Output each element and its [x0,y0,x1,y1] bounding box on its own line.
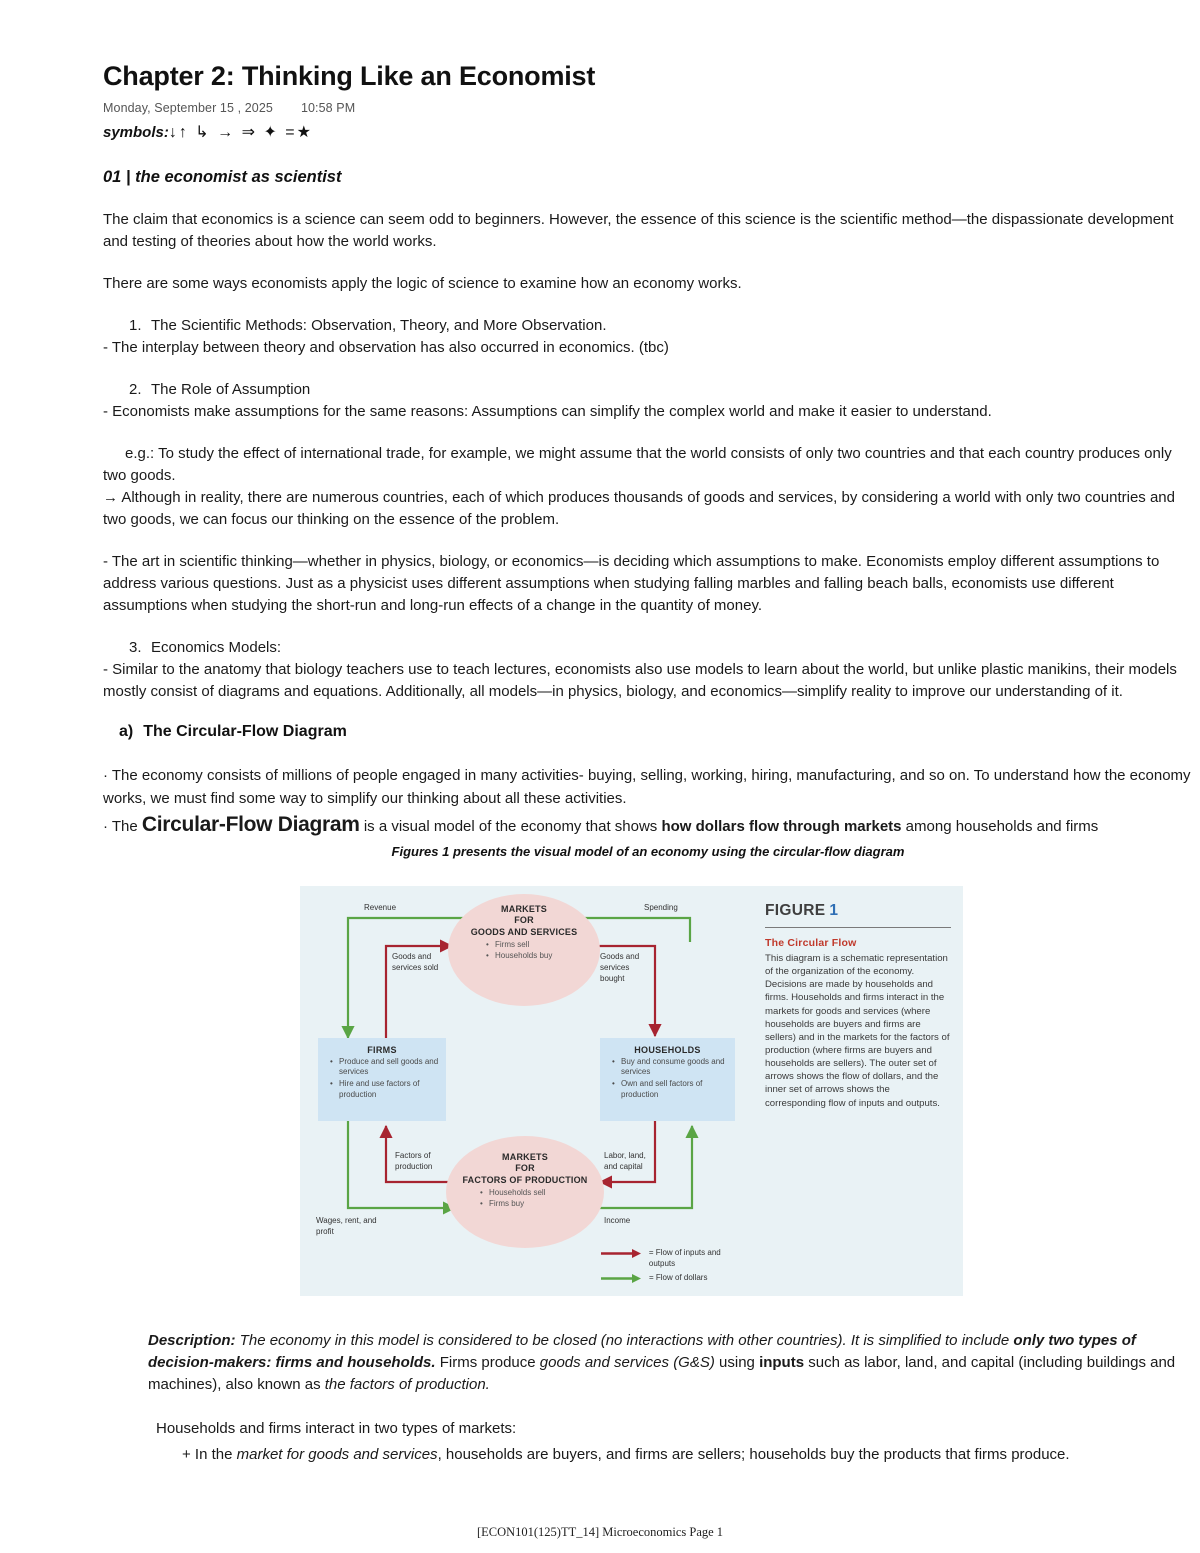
figure-number: 1 [829,902,839,919]
note-assumptions-simplify: - Economists make assumptions for the same reasons: Assumptions can simplify the complex world and make it easier to understand. [103,402,992,420]
label-goods-services-bought: Goods and services bought [600,952,640,983]
figure-label-text: FIGURE [765,902,826,919]
legend-label: = Flow of dollars [649,1273,708,1282]
node-bullets [448,940,600,962]
example-international-trade [103,443,1193,487]
paragraph-science-claim: The claim that economics is a science can seem odd to beginners. However, the essence of this science is the scientific method—the dispassionate development and testing of theories about how the world works. [103,210,1174,250]
node-bullet: • Buy and consume goods and services [612,1057,729,1078]
node-markets-goods-services [448,894,600,1006]
description-text-2: Firms produce [435,1354,540,1372]
description-italic-2: the factors of production. [324,1376,490,1394]
list-number: 2. [129,380,142,398]
node-bullets [318,1057,446,1100]
description-italic-1: goods and services (G&S) [539,1354,715,1372]
description-text-4: such as labor, land, and capital (including buildings and machines), also known as [148,1354,1176,1394]
node-households [600,1038,735,1121]
figure-label [765,902,951,920]
node-bullet: • Own and sell factors of production [612,1079,729,1100]
node-bullets [600,1057,735,1100]
list-number: 1. [129,316,142,334]
plus-suffix: , households are buyers, and firms are sellers; households buy the products that firms produce. [437,1446,1070,1464]
node-title-line2: FOR [515,1163,535,1174]
list-label: Economics Models: [151,639,282,657]
symbols-legend [103,122,1193,142]
subsection-heading-circular-flow [103,723,1193,741]
list-label: The Role of Assumption [151,380,311,398]
node-title-line1: MARKETS [502,1152,548,1162]
subsection-label: The Circular-Flow Diagram [143,723,347,741]
section-heading-01: 01 | the economist as scientist [103,167,342,186]
note-interplay: - The interplay between theory and observation has also occurred in economics. (tbc) [103,338,669,356]
node-title-line3: GOODS AND SERVICES [470,926,578,937]
document-timestamp [103,101,1193,115]
label-wages-rent-profit: Wages, rent, and profit [316,1216,377,1236]
list-item-economics-models [103,637,1193,659]
legend-row-inputs-outputs [599,1248,749,1269]
description-block [148,1330,1193,1488]
node-bullet: • Produce and sell goods and services [330,1057,440,1078]
figure-caption-panel [755,886,963,1296]
label-income: Income [604,1216,631,1225]
definition-suffix: among households and firms [901,817,1099,835]
label-spending: Spending [644,903,678,912]
node-title-line1: MARKETS [501,904,547,914]
term-circular-flow-diagram: Circular-Flow Diagram [141,812,360,836]
node-markets-factors-production [446,1136,604,1248]
list-item-role-assumption [103,379,1193,401]
subsection-marker: a) [119,723,134,741]
node-firms [318,1038,446,1121]
symbols-label: symbols: [103,123,169,141]
circular-flow-diagram [300,886,755,1296]
description-label: Description: [148,1332,236,1349]
paragraph-description [148,1330,1193,1396]
figure-lead-caption: Figures 1 presents the visual model of an economy using the circular-flow diagram [391,844,905,860]
example-text: e.g.: To study the effect of international trade, for example, we might assume that the world consists of only two countries and that each country produces only two goods. [103,445,1172,485]
page-footer: [ECON101(125)TT_14] Microeconomics Page 1 [476,1525,724,1539]
note-arrow-reality: → Although in reality, there are numerous countries, each of which produces thousands of goods and services, by considering a world with only two countries and two goods, we can focus our thinking on the essence of the problem. [103,489,1175,529]
definition-emphasis: how dollars flow through markets [661,817,902,835]
label-labor-land-capital: Labor, land, and capital [604,1151,646,1171]
label-factors-production: Factors of production [395,1151,433,1171]
figure-divider [765,927,951,928]
label-revenue: Revenue [364,903,397,912]
node-title-line2: FOR [514,915,534,926]
plus-italic-term: market for goods and services [236,1446,438,1464]
circular-flow-figure [300,886,963,1296]
node-bullet: • Firms sell [486,940,600,951]
node-bullet: • Households buy [486,951,600,962]
definition-mid: is a visual model of the economy that shows [359,817,662,835]
description-text-3: using [714,1354,760,1372]
node-title: FIRMS [367,1045,397,1055]
paragraph-goods-market [148,1444,1193,1466]
list-label: The Scientific Methods: Observation, Theory, and More Observation. [151,316,607,334]
legend-label: = Flow of inputs and outputs [648,1248,721,1268]
description-bold-1: only two types of decision-makers: firms and households. [148,1332,1136,1372]
page-title: Chapter 2: Thinking Like an Economist [103,61,596,91]
label-goods-services-sold: Goods and services sold [392,952,439,972]
list-item-scientific-methods [103,315,1193,337]
node-bullet: • Hire and use factors of production [330,1079,440,1100]
node-bullet: • Firms buy [480,1199,604,1210]
paragraph-markets-intro: Households and firms interact in two types of markets: [156,1420,517,1438]
document-time: 10:58 PM [300,100,356,115]
node-title: HOUSEHOLDS [634,1045,701,1055]
list-number: 3. [129,639,142,657]
green-arrow-icon [599,1273,643,1284]
red-arrow-icon [599,1248,643,1259]
figure-subtitle: The Circular Flow [765,937,857,949]
bullet-prefix: · The [103,817,142,835]
bullet-circular-flow-definition [103,810,1193,841]
node-bullet: • Households sell [480,1188,604,1199]
note-models-anatomy: - Similar to the anatomy that biology teachers use to teach lectures, economists also use models to learn about the world, but unlike plastic manikins, their models mostly consist of diagrams and equations. Additionally, all models—in physics, biology, and economics—simplify reality to improve our understanding of it. [103,661,1177,701]
note-art-scientific-thinking: - The art in scientific thinking—whether in physics, biology, or economics—is deciding which assumptions to make. Economists employ different assumptions to address various questions. Just as a physicist uses different assumptions when studying falling marbles and falling beach balls, economists use different assumptions when studying the short-run and long-run effects of a change in the quantity of money. [103,553,1160,615]
plus-prefix: + In the [182,1446,237,1464]
bullet-economy-millions: · The economy consists of millions of people engaged in many activities- buying, selling, working, hiring, manufacturing, and so on. To understand how the economy works, we must find some way to simplify our thinking about all these activities. [103,767,1191,807]
symbols-glyphs: ↓↑ ↳ → ⇒ ✦ =★ [168,123,313,141]
description-text-1: The economy in this model is considered to be closed (no interactions with other countries). It is simplified to include [235,1332,1014,1349]
diagram-legend [599,1248,749,1288]
document-content [103,62,1193,867]
node-bullets [446,1188,604,1210]
document-date: Monday, September 15 , 2025 [103,100,273,115]
legend-row-dollars [599,1273,749,1284]
node-title-line3: FACTORS OF PRODUCTION [462,1174,588,1185]
paragraph-ways-economists: There are some ways economists apply the logic of science to examine how an economy works. [103,274,742,292]
figure-caption-text: This diagram is a schematic representation of the organization of the economy. Decisions are made by households and firms. Households and firms interact in the markets for goods and services (where households are buyers and firms are sellers) and in the markets for the factors of production (where firms are buyers and households are sellers). The outer set of arrows shows the flow of dollars, and the inner set of arrows shows the corresponding flow of inputs and outputs. [765,953,950,1109]
description-bold-2: inputs [759,1354,805,1372]
